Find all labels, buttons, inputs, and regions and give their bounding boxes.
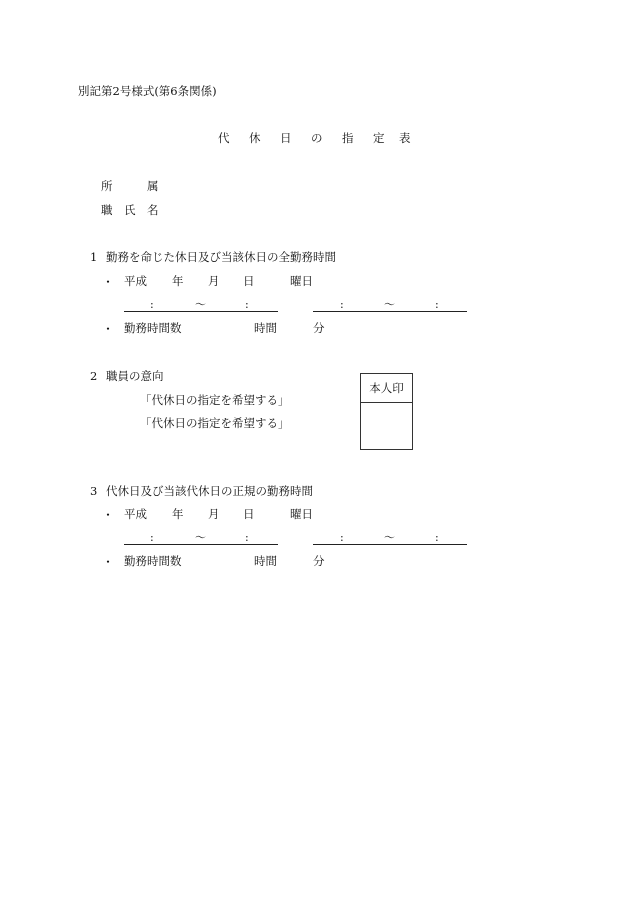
time-range-line [313,311,467,312]
era-label: 平成 [124,507,147,521]
title-char: 定 [373,131,385,145]
weekday-label: 曜日 [290,507,313,521]
section3-number: 3 [90,484,98,498]
time-colon: : [245,298,249,311]
time-tilde: 〜 [384,531,395,544]
section3-title: 代休日及び当該代休日の正規の勤務時間 [106,484,313,498]
section2-number: 2 [90,369,98,383]
seal-label: 本人印 [361,374,412,403]
month-label: 月 [208,507,220,521]
section1-number: 1 [90,250,98,264]
dept-char: 属 [147,179,159,193]
minutes-unit: 分 [313,321,325,335]
title-char: 日 [280,131,292,145]
time-colon: : [340,531,344,544]
day-label: 日 [243,274,255,288]
title-char: 代 [218,131,230,145]
year-label: 年 [172,507,184,521]
time-colon: : [150,531,154,544]
day-label: 日 [243,507,255,521]
name-char: 名 [147,203,159,217]
intent-option: 「代休日の指定を希望する」 [140,416,290,430]
year-label: 年 [172,274,184,288]
intent-option: 「代休日の指定を希望する」 [140,393,290,407]
section1-title: 勤務を命じた休日及び当該休日の全勤務時間 [106,250,336,264]
name-char: 氏 [124,203,136,217]
time-range-line [124,311,278,312]
title-char: 表 [399,131,411,145]
work-hours-label: 勤務時間数 [124,554,182,568]
form-identifier: 別記第2号様式(第6条関係) [78,84,217,98]
title-char: の [311,131,323,145]
time-colon: : [435,531,439,544]
hours-unit: 時間 [254,554,277,568]
time-colon: : [340,298,344,311]
title-char: 休 [249,131,261,145]
work-hours-label: 勤務時間数 [124,321,182,335]
bullet: ・ [102,508,115,522]
bullet: ・ [102,275,115,289]
time-range-line [124,544,278,545]
month-label: 月 [208,274,220,288]
bullet: ・ [102,555,115,569]
time-colon: : [435,298,439,311]
title-char: 指 [342,131,354,145]
minutes-unit: 分 [313,554,325,568]
section2-title: 職員の意向 [106,369,164,383]
era-label: 平成 [124,274,147,288]
time-colon: : [150,298,154,311]
weekday-label: 曜日 [290,274,313,288]
time-tilde: 〜 [195,531,206,544]
time-tilde: 〜 [195,298,206,311]
time-tilde: 〜 [384,298,395,311]
bullet: ・ [102,322,115,336]
dept-char: 所 [101,179,113,193]
seal-box[interactable] [360,373,413,450]
name-char: 職 [101,203,113,217]
time-range-line [313,544,467,545]
time-colon: : [245,531,249,544]
hours-unit: 時間 [254,321,277,335]
